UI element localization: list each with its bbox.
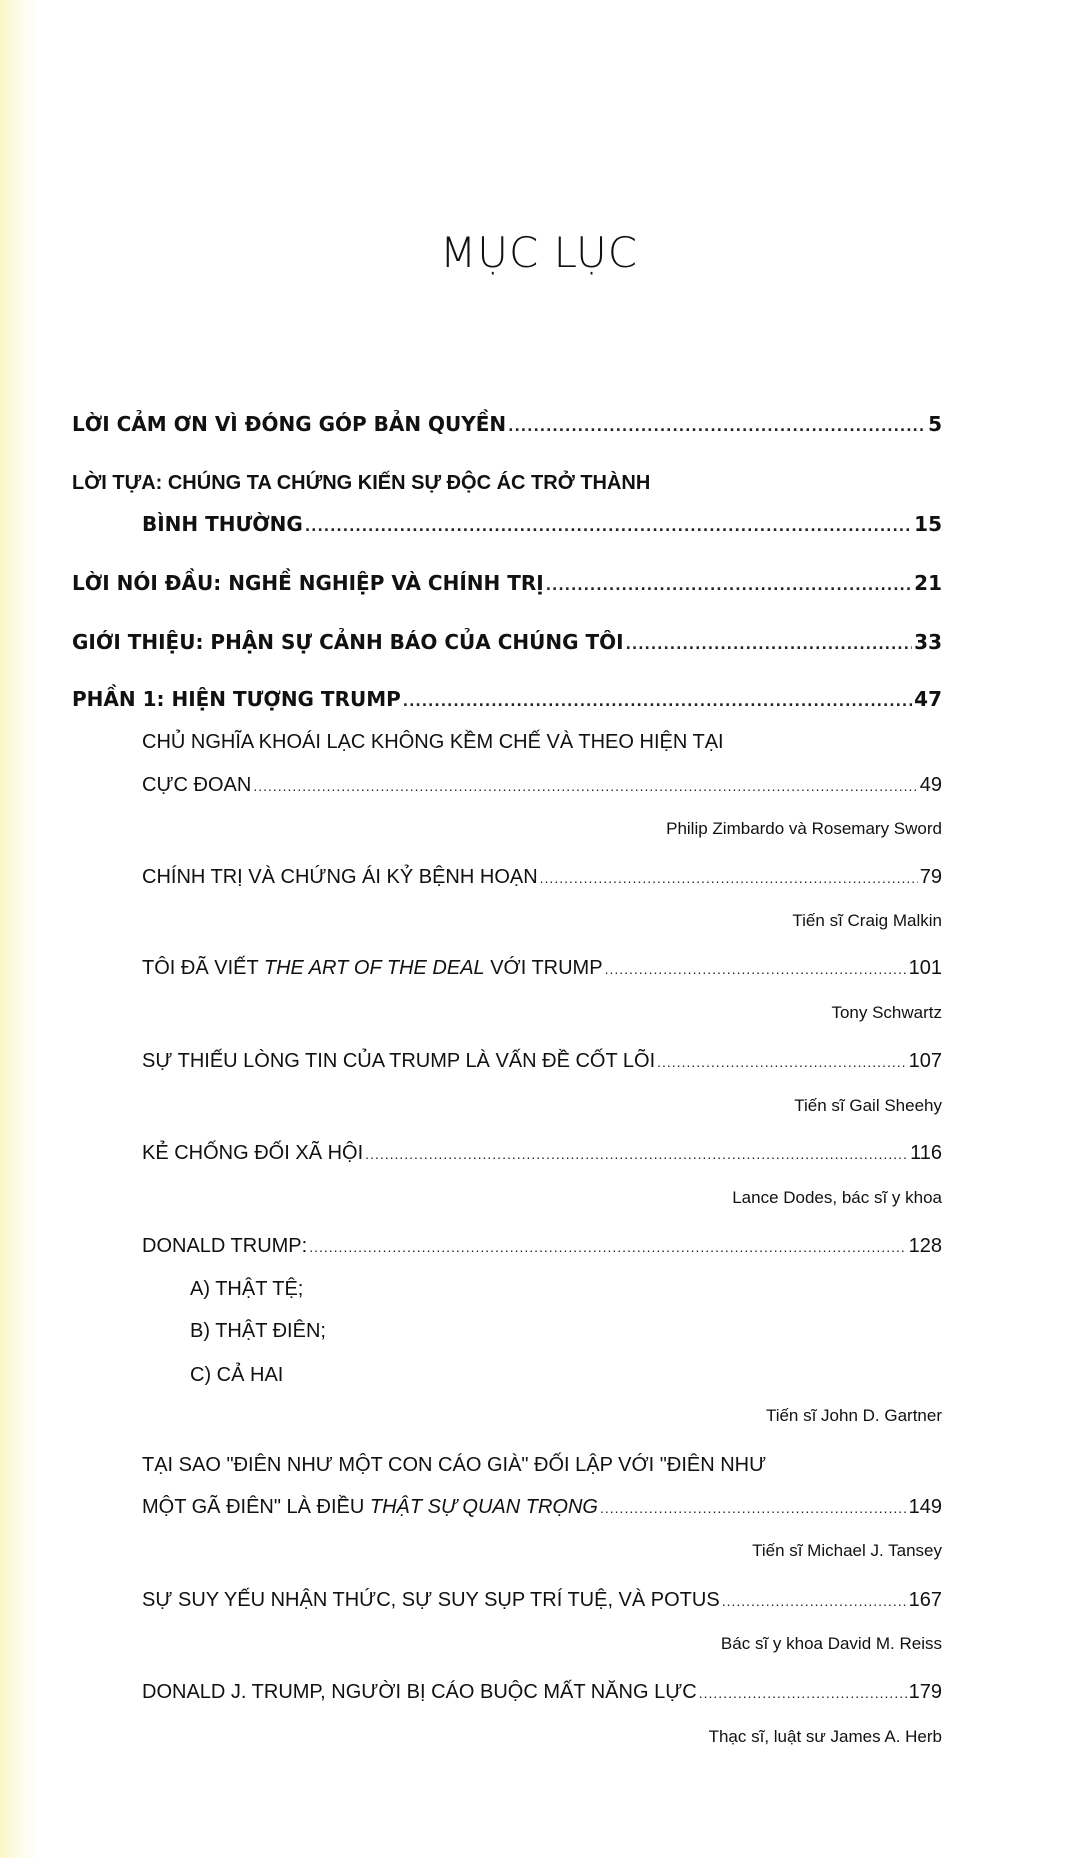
entry-title: DONALD J. TRUMP, NGƯỜI BỊ CÁO BUỘC MẤT NĂNG LỰC: [142, 1681, 697, 1703]
dot-leader: [722, 1593, 907, 1609]
entry-author: Tiến sĩ Michael J. Tansey: [752, 1541, 942, 1560]
toc-entry[interactable]: [142, 957, 942, 980]
entry-title: SỰ THIẾU LÒNG TIN CỦA TRUMP LÀ VẤN ĐỀ CỐT LÕI: [142, 1050, 656, 1072]
toc-entry[interactable]: [142, 1681, 942, 1704]
entry-author: Tony Schwartz: [831, 1003, 942, 1022]
dot-leader: [253, 778, 917, 794]
page-number: 149: [908, 1496, 942, 1518]
toc-entry[interactable]: [142, 1050, 942, 1073]
toc-entry[interactable]: [142, 774, 942, 797]
page-number: 49: [919, 774, 942, 796]
dot-leader: [626, 637, 913, 653]
entry-title-line2: [142, 1496, 598, 1519]
page-number: 179: [908, 1681, 942, 1703]
entry-title-line1: TẠI SAO "ĐIÊN NHƯ MỘT CON CÁO GIÀ" ĐỐI LẬP VỚI "ĐIÊN NHƯ: [142, 1454, 767, 1476]
entry-author: Bác sĩ y khoa David M. Reiss: [720, 1634, 942, 1653]
dot-leader: [699, 1685, 907, 1701]
page-number: 107: [908, 1050, 942, 1072]
entry-title-line1: LỜI TỰA: CHÚNG TA CHỨNG KIẾN SỰ ĐỘC ÁC TRỞ THÀNH: [72, 472, 651, 494]
page-edge-shadow: [0, 0, 40, 1858]
dot-leader: [600, 1500, 907, 1516]
entry-option: B) THẬT ĐIÊN;: [190, 1320, 326, 1342]
toc-entry[interactable]: [72, 412, 942, 436]
entry-title: DONALD TRUMP:: [142, 1235, 308, 1257]
entry-title: LỜI CẢM ƠN VÌ ĐÓNG GÓP BẢN QUYỀN: [72, 412, 507, 436]
toc-entry[interactable]: [142, 1235, 942, 1258]
entry-title: KẺ CHỐNG ĐỐI XÃ HỘI: [142, 1142, 364, 1164]
entry-author: Tiến sĩ Gail Sheehy: [794, 1096, 942, 1115]
page-number: 33: [914, 630, 942, 654]
page-number: 5: [928, 412, 942, 436]
toc-entry[interactable]: [142, 1142, 942, 1165]
page-number: 101: [908, 957, 942, 979]
toc-part-heading[interactable]: [72, 687, 942, 711]
entry-option: A) THẬT TỆ;: [190, 1278, 304, 1300]
toc-entry[interactable]: [72, 571, 942, 595]
title-italic: THẬT SỰ QUAN TRỌNG: [369, 1496, 598, 1518]
toc-entry[interactable]: [142, 1589, 942, 1612]
dot-leader: [657, 1054, 907, 1070]
dot-leader: [365, 1146, 908, 1162]
toc-entry[interactable]: [142, 512, 942, 536]
entry-author: Lance Dodes, bác sĩ y khoa: [732, 1188, 942, 1207]
entry-author: Thạc sĩ, luật sư James A. Herb: [708, 1727, 942, 1746]
entry-title: SỰ SUY YẾU NHẬN THỨC, SỰ SUY SỤP TRÍ TUỆ, VÀ POTUS: [142, 1589, 720, 1611]
page-number: 47: [914, 687, 942, 711]
dot-leader: [605, 961, 907, 977]
dot-leader: [309, 1239, 906, 1255]
page-number: 79: [919, 866, 942, 888]
page-number: 15: [914, 512, 942, 536]
entry-title-line2: CỰC ĐOAN: [142, 774, 252, 796]
title-prefix: MỘT GÃ ĐIÊN" LÀ ĐIỀU: [142, 1496, 370, 1518]
toc-entry[interactable]: [142, 1496, 942, 1519]
dot-leader: [540, 870, 918, 886]
dot-leader: [546, 578, 912, 594]
entry-title: [142, 957, 603, 980]
entry-author: Philip Zimbardo và Rosemary Sword: [666, 819, 942, 838]
title-prefix: TÔI ĐÃ VIẾT: [142, 957, 264, 979]
entry-title: LỜI NÓI ĐẦU: NGHỀ NGHIỆP VÀ CHÍNH TRỊ: [72, 571, 544, 595]
toc-entry[interactable]: [142, 866, 942, 889]
entry-author: Tiến sĩ Craig Malkin: [792, 911, 942, 930]
entry-title: CHÍNH TRỊ VÀ CHỨNG ÁI KỶ BỆNH HOẠN: [142, 866, 538, 888]
page-number: 167: [908, 1589, 942, 1611]
page-number: 21: [914, 571, 942, 595]
page-title: MỤC LỤC: [439, 228, 639, 277]
page-number: 128: [908, 1235, 942, 1257]
page-number: 116: [910, 1142, 942, 1164]
entry-title-line2: BÌNH THƯỜNG: [142, 512, 303, 536]
entry-option: C) CẢ HAI: [190, 1364, 284, 1386]
dot-leader: [508, 419, 926, 435]
toc-entry[interactable]: [72, 630, 942, 654]
dot-leader: [305, 519, 912, 535]
title-suffix: VỚI TRUMP: [484, 957, 603, 979]
entry-title-line1: CHỦ NGHĨA KHOÁI LẠC KHÔNG KỀM CHẾ VÀ THEO HIỆN TẠI: [142, 731, 724, 753]
entry-title: PHẦN 1: HIỆN TƯỢNG TRUMP: [72, 687, 401, 711]
entry-author: Tiến sĩ John D. Gartner: [765, 1406, 942, 1425]
dot-leader: [403, 694, 912, 710]
book-title-italic: THE ART OF THE DEAL: [263, 957, 485, 979]
entry-title: GIỚI THIỆU: PHẬN SỰ CẢNH BÁO CỦA CHÚNG TÔI: [72, 630, 624, 654]
